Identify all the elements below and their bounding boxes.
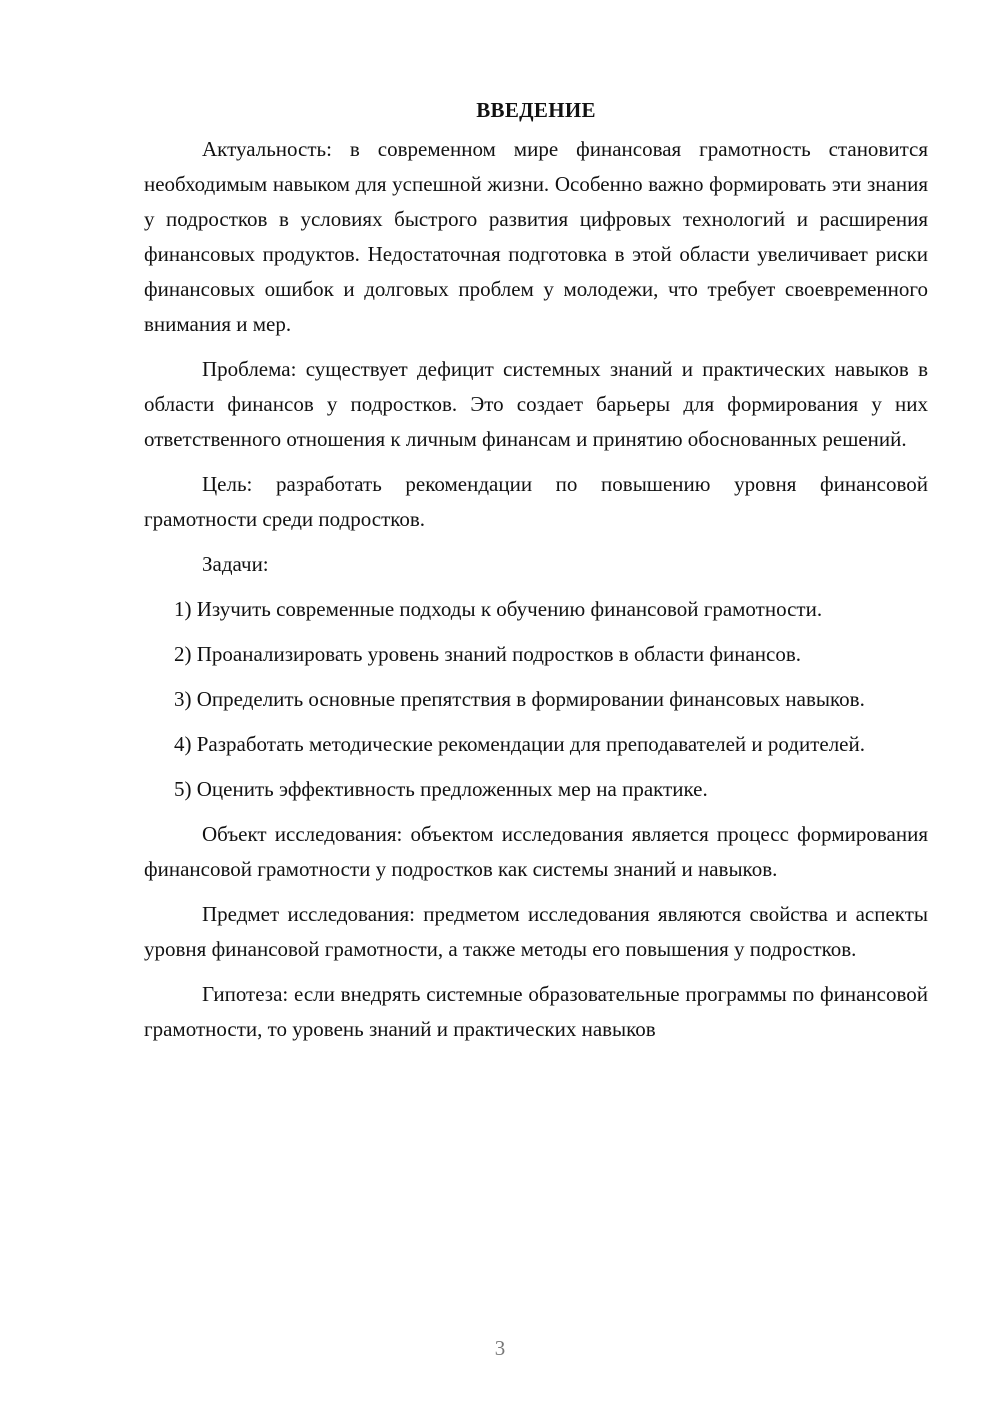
paragraph-subject: Предмет исследования: предметом исследования являются свойства и аспекты уровня финансовой грамотности, а также методы его повышения у подростков. [144,902,928,961]
task-item-3: 3) Определить основные препятствия в формировании финансовых навыков. [174,687,865,711]
paragraph-tasks-heading: Задачи: [202,552,269,576]
paragraph-goal: Цель: разработать рекомендации по повышению уровня финансовой грамотности среди подростков. [144,472,928,531]
document-page [144,96,928,1057]
paragraph-relevance: Актуальность: в современном мире финансовая грамотность становится необходимым навыком для успешной жизни. Особенно важно формировать эти знания у подростков в условиях быстрого развития цифровых технологий и расширения финансовых продуктов. Недостаточная подготовка в этой области увеличивает риски финансовых ошибок и долговых проблем у молодежи, что требует своевременного внимания и мер. [144,137,928,336]
paragraph-problem: Проблема: существует дефицит системных знаний и практических навыков в области финансов у подростков. Это создает барьеры для формирования у них ответственного отношения к личным финансам и принятию обоснованных решений. [144,357,928,451]
task-item-1: 1) Изучить современные подходы к обучению финансовой грамотности. [174,597,823,621]
paragraph-object: Объект исследования: объектом исследования является процесс формирования финансовой грамотности у подростков как системы знаний и навыков. [144,822,928,881]
paragraph-hypothesis: Гипотеза: если внедрять системные образовательные программы по финансовой грамотности, то уровень знаний и практических навыков [144,982,928,1041]
section-title: ВВЕДЕНИЕ [476,98,596,122]
task-item-4: 4) Разработать методические рекомендации для преподавателей и родителей. [174,732,865,756]
page-number: 3 [494,1336,506,1360]
task-item-5: 5) Оценить эффективность предложенных мер на практике. [174,777,708,801]
task-item-2: 2) Проанализировать уровень знаний подростков в области финансов. [174,642,802,666]
